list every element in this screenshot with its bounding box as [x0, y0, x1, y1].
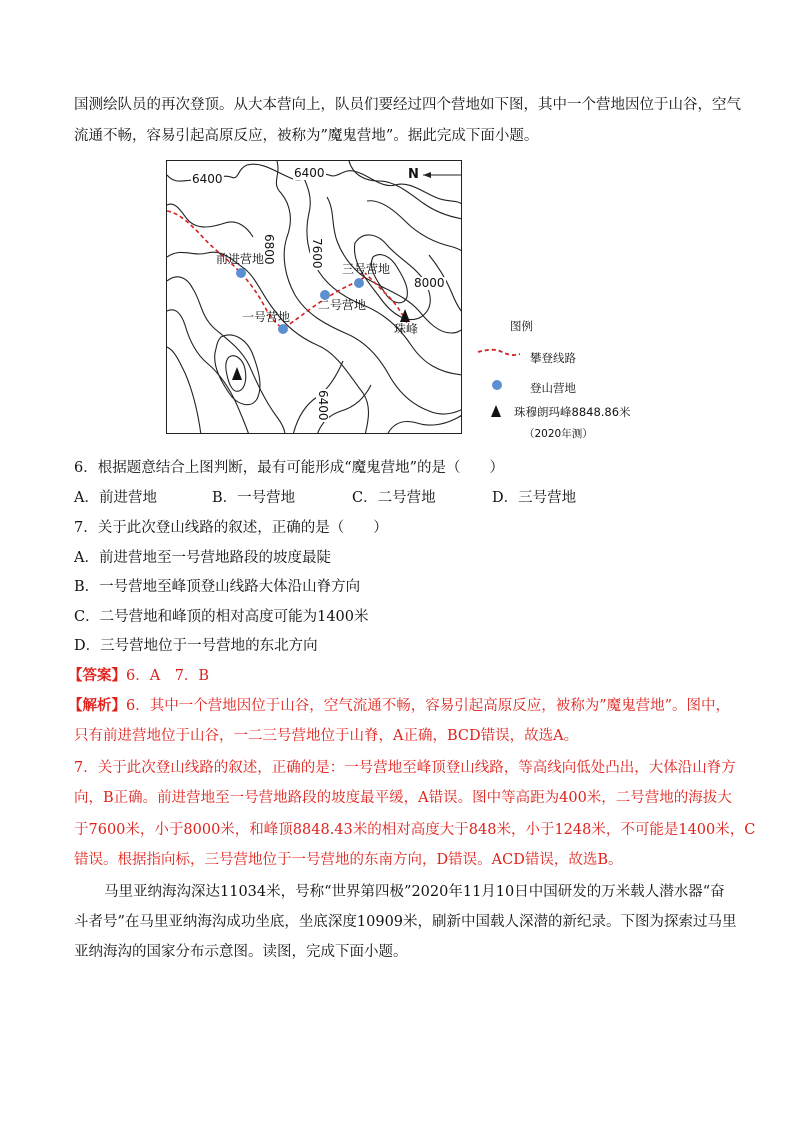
contour-label-7600: 7600	[310, 238, 324, 269]
passage-line-1: 马里亚纳海沟深达11034米，号称“世界第四极”2020年11月10日中国研发的万米载人潜水器“奋	[104, 884, 725, 900]
legend-peak-label: 珠穆朗玛峰8848.86米	[514, 405, 631, 419]
analysis-line-4: 向，B正确。前进营地至一号营地路段的坡度最平缓，A错误。图中等高距为400米，二号营地的海拔大	[74, 790, 732, 806]
analysis-line-5: 于7600米，小于8000米，和峰顶8848.43米的相对高度大于848米，小于1248米，不可能是1400米，C	[74, 822, 756, 838]
passage-line-2: 斗者号”在马里亚纳海沟成功坐底，坐底深度10909米，刷新中国载人深潜的新纪录。下图为探索过马里	[74, 914, 737, 930]
legend-peak-icon	[490, 404, 502, 418]
camp-3-label: 三号营地	[342, 262, 391, 276]
answer-line	[68, 666, 209, 686]
contour-label-6400-a: 6400	[192, 172, 223, 186]
summit-label: 珠峰	[394, 322, 419, 336]
analysis-line-1	[68, 696, 730, 716]
analysis-tag: 【解析】	[68, 697, 126, 714]
analysis-text-1: 6．其中一个营地因位于山谷，空气流通不畅，容易引起高原反应，被称为”魔鬼营地”。图中，	[126, 698, 731, 714]
contour-label-6800: 6800	[262, 234, 276, 265]
summit-peak-icon	[400, 309, 410, 322]
camp-forward-label: 前进营地	[216, 252, 265, 266]
analysis-line-3: 7．关于此次登山线路的叙述，正确的是：一号营地至峰顶登山线路，等高线向低处凸出，大体沿山脊方	[74, 760, 736, 776]
contour-label-8000: 8000	[414, 276, 445, 290]
q6-option-c: C．二号营地	[352, 490, 436, 506]
q6-stem: 6．根据题意结合上图判断，最有可能形成“魔鬼营地”的是（ ）	[74, 460, 505, 476]
q6-option-d: D．三号营地	[492, 490, 577, 506]
q7-option-d: D．三号营地位于一号营地的东北方向	[74, 638, 318, 654]
answer-text: 6．A 7．B	[126, 668, 210, 684]
legend-camp-icon	[491, 379, 503, 391]
secondary-peak-icon	[232, 367, 242, 380]
answer-tag: 【答案】	[68, 667, 126, 684]
legend-title: 图例	[510, 319, 533, 333]
q7-option-b: B．一号营地至峰顶登山线路大体沿山脊方向	[74, 579, 361, 595]
intro-line-2: 流通不畅，容易引起高原反应，被称为”魔鬼营地”。据此完成下面小题。	[74, 128, 539, 144]
q6-option-a: A．前进营地	[74, 490, 157, 506]
camp-1-label: 一号营地	[242, 310, 291, 324]
camp-forward-marker	[236, 268, 246, 278]
legend-peak-note: （2020年测）	[524, 428, 593, 440]
camp-3-marker	[354, 278, 364, 288]
analysis-line-2: 只有前进营地位于山谷，一二三号营地位于山脊，A正确，BCD错误，故选A。	[74, 728, 579, 744]
camp-2-label: 二号营地	[318, 298, 367, 312]
intro-line-1: 国测绘队员的再次登顶。从大本营向上，队员们要经过四个营地如下图，其中一个营地因位于山谷，空气	[74, 97, 741, 113]
q7-option-a: A．前进营地至一号营地路段的坡度最陡	[74, 550, 331, 566]
analysis-line-6: 错误。根据指向标，三号营地位于一号营地的东南方向，D错误。ACD错误，故选B。	[74, 852, 623, 868]
contour-lines	[167, 161, 462, 434]
contour-label-6400-b: 6400	[294, 166, 325, 180]
q7-option-c: C．二号营地和峰顶的相对高度可能为1400米	[74, 609, 369, 625]
passage-line-3: 亚纳海沟的国家分布示意图。读图，完成下面小题。	[74, 944, 408, 960]
camp-1-marker	[278, 324, 288, 334]
contour-label-6400-c: 6400	[316, 390, 330, 421]
legend-route-label: 攀登线路	[530, 351, 576, 365]
q6-option-b: B．一号营地	[212, 490, 296, 506]
contour-map	[166, 160, 462, 434]
north-arrow-icon	[423, 172, 462, 178]
q7-stem: 7．关于此次登山线路的叙述，正确的是（ ）	[74, 520, 388, 536]
north-label: N	[408, 167, 419, 182]
legend-route-icon	[476, 346, 522, 360]
legend-camp-label: 登山营地	[530, 381, 576, 395]
